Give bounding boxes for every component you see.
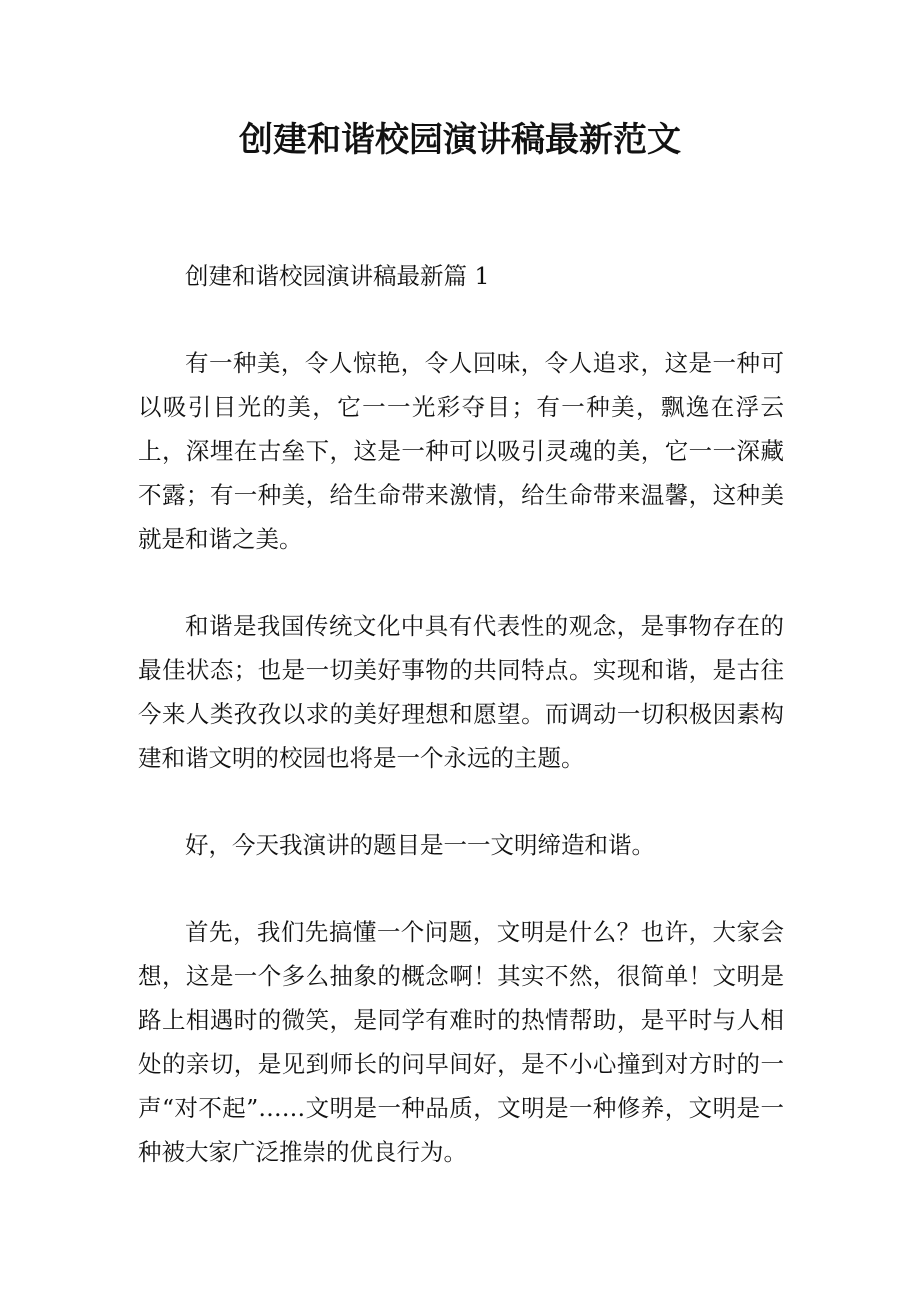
section-heading: 创建和谐校园演讲稿最新篇 1 <box>185 262 490 290</box>
paragraph-4: 首先，我们先搞懂一个问题，文明是什么？也许，大家会想，这是一个多么抽象的概念啊！其实不然，很简单！文明是路上相遇时的微笑，是同学有难时的热情帮助，是平时与人相处的亲切，是见到师长的问早间好，是不小心撞到对方时的一声“对不起”……文明是一种品质，文明是一种修养，文明是一种被大家广泛推崇的优良行为。 <box>138 918 784 1166</box>
paragraph-3: 好，今天我演讲的题目是一一文明缔造和谐。 <box>185 831 655 859</box>
paragraph-1: 有一种美，令人惊艳，令人回味，令人追求，这是一种可以吸引目光的美，它一一光彩夺目；有一种美，飘逸在浮云上，深埋在古垒下，这是一种可以吸引灵魂的美，它一一深藏不露；有一种美，给生命带来激情，给生命带来温馨，这种美就是和谐之美。 <box>138 349 784 553</box>
document-title: 创建和谐校园演讲稿最新范文 <box>239 120 681 160</box>
paragraph-2: 和谐是我国传统文化中具有代表性的观念，是事物存在的最佳状态；也是一切美好事物的共同特点。实现和谐，是古往今来人类孜孜以求的美好理想和愿望。而调动一切积极因素构建和谐文明的校园也将是一个永远的主题。 <box>138 612 784 772</box>
document-body <box>138 254 784 1217</box>
